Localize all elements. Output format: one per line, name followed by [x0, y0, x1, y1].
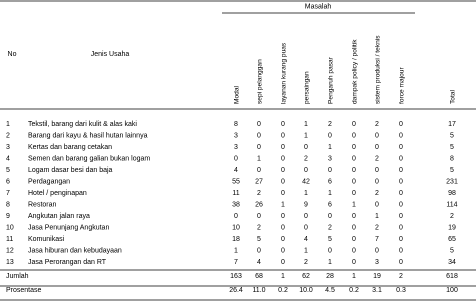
prosentase-cell: 3.1	[372, 287, 382, 294]
table-cell: 26	[255, 201, 263, 209]
table-cell: 0	[399, 155, 403, 163]
table-cell: 5	[328, 236, 332, 243]
table-cell: 27	[255, 178, 263, 186]
table-cell: 231	[446, 178, 458, 186]
table-cell: 0	[304, 224, 308, 232]
row-number: 11	[6, 236, 14, 243]
table-cell: 0	[281, 259, 285, 266]
jumlah-cell: 19	[373, 273, 381, 280]
jumlah-label: Jumlah	[6, 273, 29, 280]
table-cell: 2	[304, 155, 308, 163]
row-number: 1	[6, 121, 10, 128]
table-cell: 0	[281, 144, 285, 151]
table-cell: 2	[257, 190, 261, 197]
column-header-8: force majour	[398, 67, 406, 104]
table-cell: 0	[257, 213, 261, 220]
table-cell: 0	[281, 155, 285, 163]
row-jenis-usaha: Semen dan barang galian bukan logam	[28, 155, 151, 163]
table-cell: 0	[257, 167, 261, 174]
header-jenis-usaha: Jenis Usaha	[90, 51, 130, 58]
column-header-4: persaingan	[303, 71, 311, 104]
table-cell: 2	[328, 224, 332, 232]
table-cell: 55	[232, 178, 240, 186]
row-number: 2	[6, 132, 10, 140]
table-cell: 2	[304, 259, 308, 266]
table-cell: 19	[448, 224, 456, 232]
jumlah-cell: 1	[352, 273, 356, 280]
table-cell: 8	[450, 155, 454, 163]
prosentase-cell: 0.2	[278, 287, 288, 294]
table-cell: 6	[328, 201, 332, 209]
table-cell: 0	[234, 155, 238, 163]
row-number: 3	[6, 144, 10, 151]
prosentase-cell: 11.0	[252, 287, 266, 294]
table-cell: 7	[234, 259, 238, 266]
jumlah-cell: 28	[326, 273, 334, 280]
table-cell: 0	[399, 167, 403, 174]
table-cell: 8	[234, 121, 238, 128]
table-cell: 2	[450, 213, 454, 220]
table-cell: 0	[328, 132, 332, 140]
column-header-1: Modal	[233, 86, 241, 104]
row-jenis-usaha: Perdagangan	[28, 178, 71, 186]
table-cell: 0	[281, 224, 285, 232]
row-number: 6	[6, 178, 10, 186]
table-cell: 5	[450, 247, 454, 255]
table-cell: 1	[328, 144, 332, 151]
jumlah-cell: 1	[281, 273, 285, 280]
table-cell: 114	[446, 201, 458, 209]
table-cell: 10	[232, 224, 240, 232]
table-cell: 4	[234, 167, 238, 174]
table-cell: 0	[375, 132, 379, 140]
table-cell: 2	[328, 121, 332, 128]
table-cell: 98	[448, 190, 456, 197]
table-cell: 4	[257, 259, 261, 266]
table-cell: 2	[375, 155, 379, 163]
table-cell: 1	[304, 247, 308, 255]
row-jenis-usaha: Tekstil, barang dari kulit & alas kaki	[28, 121, 137, 128]
table-cell: 2	[375, 121, 379, 128]
table-cell: 1	[304, 132, 308, 140]
row-number: 5	[6, 167, 10, 174]
table-cell: 1	[234, 247, 238, 255]
table-cell: 0	[375, 201, 379, 209]
row-number: 12	[6, 247, 14, 255]
table-cell: 0	[399, 178, 403, 186]
prosentase-cell: 26.4	[229, 287, 243, 294]
column-header-2: sepi pelanggan	[256, 59, 264, 104]
column-header-5: Pengaruh pasar	[327, 57, 335, 104]
table-cell: 0	[399, 201, 403, 209]
table-cell: 0	[281, 236, 285, 243]
table-cell: 2	[375, 224, 379, 232]
table-cell: 0	[399, 190, 403, 197]
column-header-7: sistem produksi / teknis	[374, 35, 382, 104]
prosentase-cell: 0.2	[349, 287, 359, 294]
table-cell: 5	[450, 144, 454, 151]
table-cell: 34	[448, 259, 456, 266]
table-cell: 0	[352, 155, 356, 163]
row-jenis-usaha: Jasa Penunjang Angkutan	[28, 224, 110, 232]
table-cell: 3	[328, 155, 332, 163]
table-cell: 0	[352, 247, 356, 255]
table-cell: 1	[375, 213, 379, 220]
table-cell: 0	[281, 132, 285, 140]
table-cell: 0	[281, 167, 285, 174]
jumlah-cell: 62	[302, 273, 310, 280]
table-cell: 7	[375, 236, 379, 243]
column-header-9: Total	[449, 90, 457, 104]
table-cell: 1	[304, 121, 308, 128]
table-cell: 6	[328, 178, 332, 186]
jumlah-cell: 2	[399, 273, 403, 280]
table-cell: 0	[257, 247, 261, 255]
table-cell: 38	[232, 201, 240, 209]
table-cell: 0	[352, 178, 356, 186]
table-cell: 0	[375, 144, 379, 151]
table-cell: 18	[232, 236, 240, 243]
prosentase-cell: 10.0	[299, 287, 313, 294]
table-cell: 2	[375, 190, 379, 197]
row-jenis-usaha: Kertas dan barang cetakan	[28, 144, 113, 151]
table-cell: 2	[257, 224, 261, 232]
table-cell: 0	[399, 132, 403, 140]
table-cell: 1	[304, 190, 308, 197]
column-header-3: layanan kurang puas	[280, 42, 288, 104]
table-cell: 0	[375, 178, 379, 186]
row-jenis-usaha: Jasa Perorangan dan RT	[28, 259, 107, 266]
row-number: 9	[6, 213, 10, 220]
table-cell: 3	[375, 259, 379, 266]
table-cell: 5	[450, 132, 454, 140]
table-cell: 0	[352, 132, 356, 140]
table-cell: 0	[257, 144, 261, 151]
table-cell: 0	[352, 224, 356, 232]
table-cell: 1	[257, 155, 261, 163]
masalah-group-header: Masalah	[304, 3, 332, 11]
table-cell: 0	[257, 132, 261, 140]
table-cell: 0	[399, 224, 403, 232]
row-jenis-usaha: Restoran	[28, 201, 57, 209]
prosentase-cell: 100	[446, 287, 458, 294]
row-jenis-usaha: Barang dari kayu & hasil hutan lainnya	[28, 132, 148, 140]
column-header-6: dampak policy / politik	[351, 39, 359, 104]
row-jenis-usaha: Angkutan jalan raya	[28, 213, 90, 220]
table-cell: 0	[352, 236, 356, 243]
table-cell: 0	[399, 213, 403, 220]
table-cell: 0	[399, 259, 403, 266]
row-number: 10	[6, 224, 14, 232]
table-cell: 0	[399, 247, 403, 255]
table-cell: 0	[352, 121, 356, 128]
header-no: No	[7, 51, 17, 58]
table-cell: 42	[302, 178, 310, 186]
prosentase-label: Prosentase	[6, 287, 42, 294]
prosentase-cell: 4.5	[325, 287, 335, 294]
table-cell: 0	[352, 167, 356, 174]
jumlah-cell: 618	[446, 273, 458, 280]
table-cell: 1	[281, 201, 285, 209]
table-cell: 0	[281, 121, 285, 128]
table-cell: 0	[328, 213, 332, 220]
table-cell: 0	[328, 247, 332, 255]
table-cell: 5	[257, 236, 261, 243]
table-cell: 1	[328, 190, 332, 197]
row-jenis-usaha: Komunikasi	[28, 236, 65, 243]
table-cell: 0	[352, 144, 356, 151]
row-jenis-usaha: Jasa hiburan dan kebudayaan	[28, 247, 122, 255]
table-cell: 0	[304, 213, 308, 220]
jumlah-cell: 163	[230, 273, 242, 280]
table-cell: 1	[328, 259, 332, 266]
prosentase-cell: 0.3	[396, 287, 406, 294]
table-cell: 3	[234, 132, 238, 140]
problem-column-headers	[234, 35, 457, 104]
table-cell: 0	[352, 190, 356, 197]
table-cell: 0	[352, 259, 356, 266]
table-body	[6, 121, 458, 294]
table-cell: 0	[399, 121, 403, 128]
table-cell: 17	[448, 121, 456, 128]
table-cell: 0	[399, 144, 403, 151]
row-jenis-usaha: Logam dasar besi dan baja	[28, 167, 113, 174]
table-cell: 0	[281, 178, 285, 186]
row-number: 13	[6, 259, 14, 266]
table-cell: 4	[304, 236, 308, 243]
table-cell: 1	[352, 201, 356, 209]
table-cell: 0	[281, 213, 285, 220]
table-cell: 3	[234, 144, 238, 151]
table-cell: 0	[234, 213, 238, 220]
table-cell: 0	[375, 167, 379, 174]
row-number: 8	[6, 201, 10, 209]
table-cell: 5	[450, 167, 454, 174]
table-cell: 9	[304, 201, 308, 209]
table-cell: 11	[232, 190, 240, 197]
table-cell: 0	[281, 247, 285, 255]
table-cell: 0	[304, 167, 308, 174]
table-cell: 0	[281, 190, 285, 197]
table-cell: 0	[399, 236, 403, 243]
jumlah-cell: 68	[255, 273, 263, 280]
table-cell: 0	[375, 247, 379, 255]
table-cell: 0	[257, 121, 261, 128]
row-jenis-usaha: Hotel / penginapan	[28, 190, 87, 197]
table-cell: 65	[448, 236, 456, 243]
table-cell: 0	[352, 213, 356, 220]
row-number: 7	[6, 190, 10, 197]
table-cell: 0	[328, 167, 332, 174]
table-cell: 0	[304, 144, 308, 151]
row-number: 4	[6, 155, 10, 163]
